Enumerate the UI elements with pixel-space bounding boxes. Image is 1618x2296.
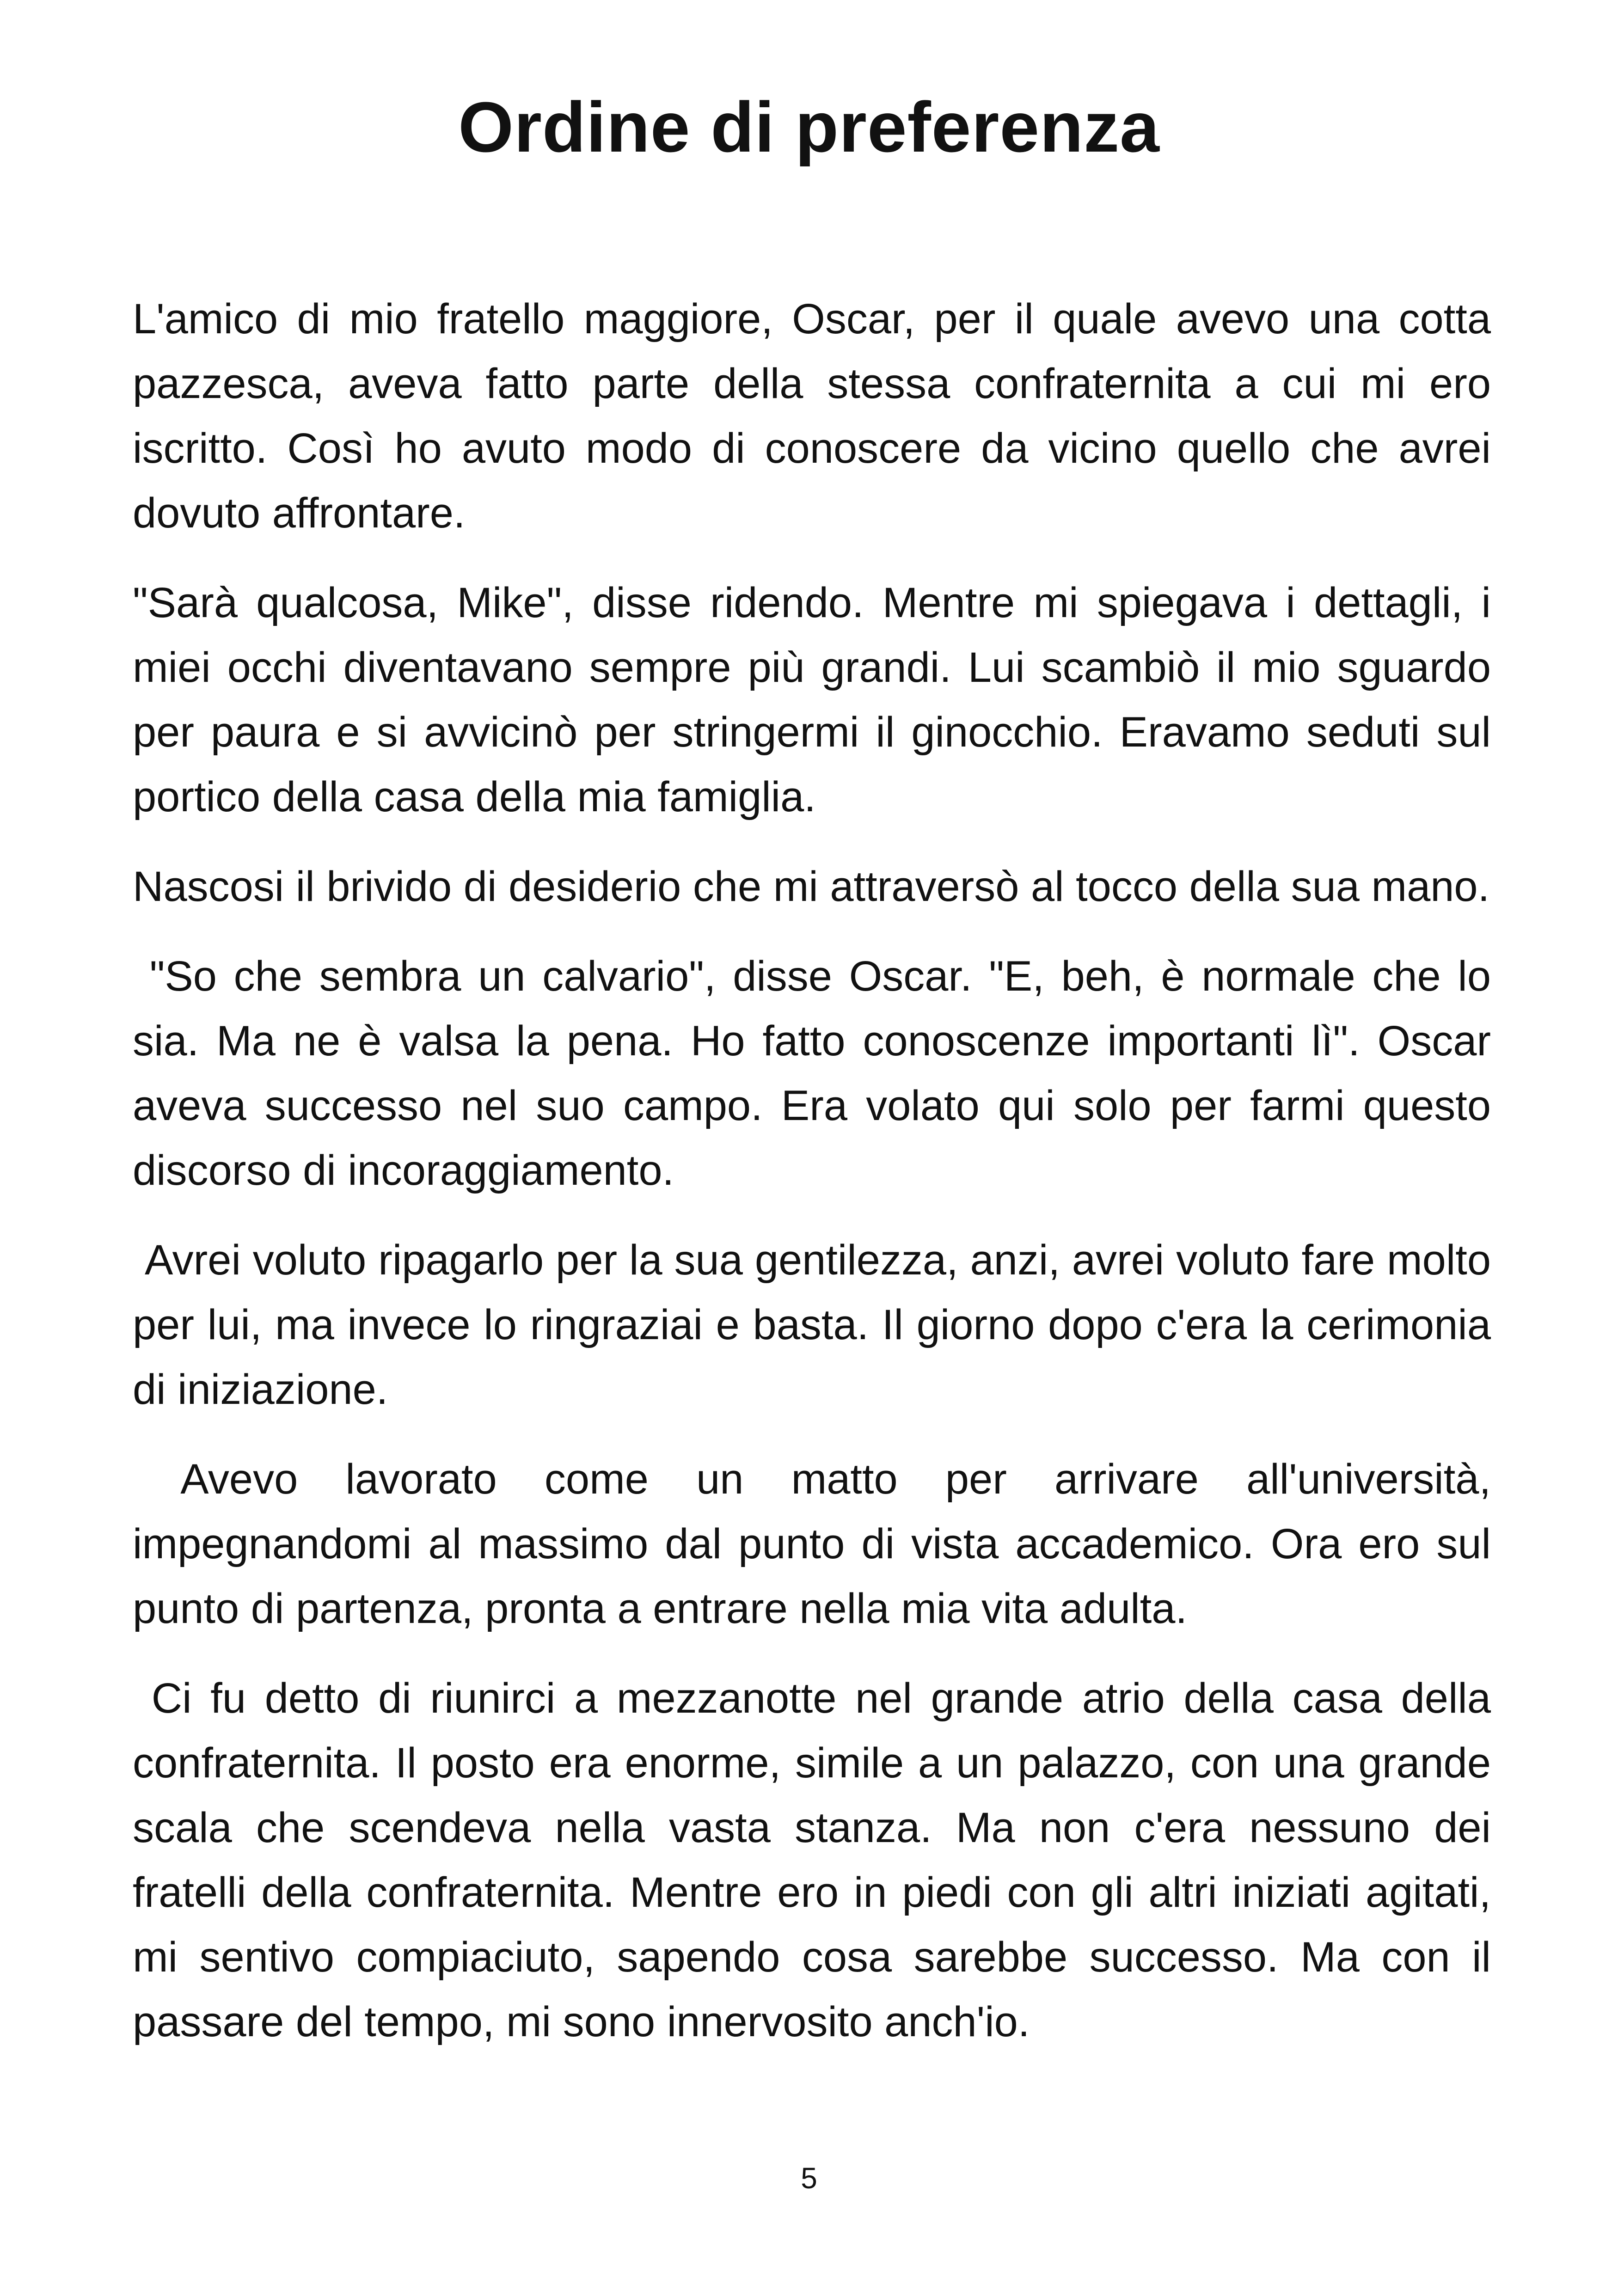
paragraph-5: Avrei voluto ripagarlo per la sua gentilezza, anzi, avrei voluto fare molto per lui, ma invece lo ringraziai e basta. Il giorno dopo c'era la cerimonia di iniziazione. xyxy=(133,1237,1503,1413)
paragraph-3: Nascosi il brivido di desiderio che mi attraversò al tocco della sua mano. xyxy=(133,863,1490,910)
paragraph-7: Ci fu detto di riunirci a mezzanotte nel grande atrio della casa della confraternita. Il posto era enorme, simile a un palazzo, con una grande scala che scendeva nella vasta stanza. Ma non c'era nessuno dei fratelli della confraternita. Mentre ero in piedi con gli altri iniziati agitati, mi sentivo compiaciuto, sapendo cosa sarebbe successo. Ma con il passare del tempo, mi sono innervosito anch'io. xyxy=(133,1675,1503,2045)
paragraph-6: Avevo lavorato come un matto per arrivare all'università, impegnandomi al massimo dal punto di vista accademico. Ora ero sul punto di partenza, pronta a entrare nella mia vita adulta. xyxy=(133,1456,1503,1632)
page-title: Ordine di preferenza xyxy=(458,87,1160,167)
body-text xyxy=(133,287,1503,2079)
paragraph-4: "So che sembra un calvario", disse Oscar. "E, beh, è normale che lo sia. Ma ne è valsa la pena. Ho fatto conoscenze importanti lì". Oscar aveva successo nel suo campo. Era volato qui solo per farmi questo discorso di incoraggiamento. xyxy=(133,953,1503,1194)
paragraph-2: "Sarà qualcosa, Mike", disse ridendo. Mentre mi spiegava i dettagli, i miei occhi diventavano sempre più grandi. Lui scambiò il mio sguardo per paura e si avvicinò per stringermi il ginocchio. Eravamo seduti sul portico della casa della mia famiglia. xyxy=(133,579,1503,820)
paragraph-1: L'amico di mio fratello maggiore, Oscar, per il quale avevo una cotta pazzesca, aveva fatto parte della stessa confraternita a cui mi ero iscritto. Così ho avuto modo di conoscere da vicino quello che avrei dovuto affrontare. xyxy=(133,295,1503,537)
page-number: 5 xyxy=(801,2161,817,2195)
